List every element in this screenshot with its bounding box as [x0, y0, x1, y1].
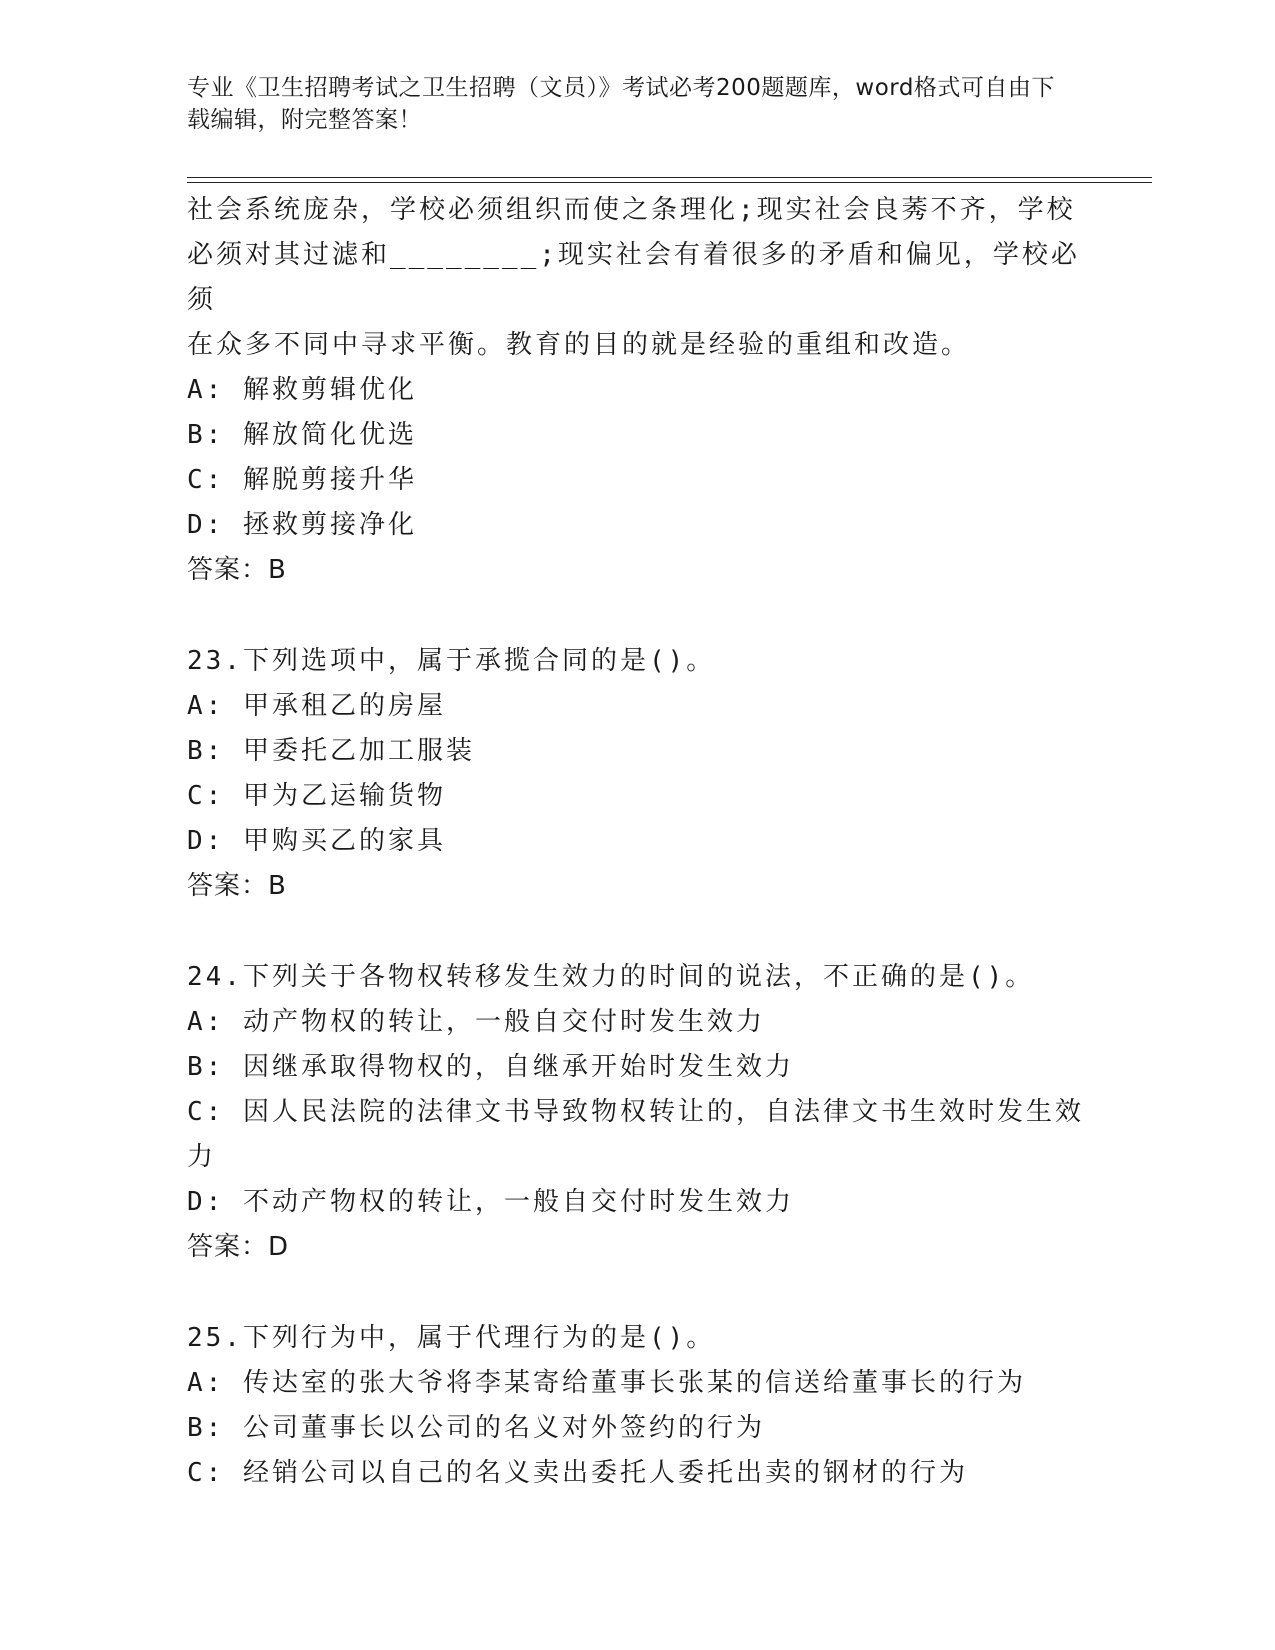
- spacer: [187, 1270, 1087, 1316]
- option-a: A: 解救剪辑优化: [187, 375, 417, 405]
- answer-line: 答案：B: [187, 871, 287, 901]
- answer-line: 答案：B: [187, 555, 287, 585]
- option-d: D: 拯救剪接净化: [187, 510, 417, 540]
- document-body: [187, 188, 1087, 1496]
- header-rule-top: [187, 177, 1152, 178]
- question-stem-line: 在众多不同中寻求平衡。教育的目的就是经验的重组和改造。: [187, 330, 971, 360]
- option-b: B: 公司董事长以公司的名义对外签约的行为: [187, 1413, 765, 1443]
- spacer: [187, 593, 1087, 639]
- option-c: C: 解脱剪接升华: [187, 465, 417, 495]
- answer-line: 答案：D: [187, 1232, 290, 1262]
- question-23: [187, 639, 1087, 909]
- option-b: B: 因继承取得物权的，自继承开始时发生效力: [187, 1052, 794, 1082]
- question-stem: 25.下列行为中，属于代理行为的是()。: [187, 1323, 716, 1353]
- option-d: D: 甲购买乙的家具: [187, 826, 446, 856]
- option-a: A: 动产物权的转让，一般自交付时发生效力: [187, 1007, 765, 1037]
- option-a: A: 甲承租乙的房屋: [187, 691, 446, 721]
- document-header: [187, 72, 1067, 136]
- question-24: [187, 955, 1087, 1270]
- question-25: [187, 1316, 1087, 1496]
- question-stem-line: 社会系统庞杂，学校必须组织而使之条理化;现实社会良莠不齐，学校: [187, 195, 1076, 225]
- question-stem: 23.下列选项中，属于承揽合同的是()。: [187, 646, 716, 676]
- header-title: 专业《卫生招聘考试之卫生招聘（文员）》考试必考200题题库，word格式可自由下载编辑，附完整答案！: [187, 75, 1055, 133]
- header-rule-bottom: [187, 182, 1152, 183]
- option-d: D: 不动产物权的转让，一般自交付时发生效力: [187, 1187, 794, 1217]
- option-a: A: 传达室的张大爷将李某寄给董事长张某的信送给董事长的行为: [187, 1368, 1026, 1398]
- option-b: B: 甲委托乙加工服装: [187, 736, 475, 766]
- question-stem: 24.下列关于各物权转移发生效力的时间的说法，不正确的是()。: [187, 962, 1035, 992]
- option-c: C: 经销公司以自己的名义卖出委托人委托出卖的钢材的行为: [187, 1458, 968, 1488]
- option-c: C: 甲为乙运输货物: [187, 781, 446, 811]
- option-b: B: 解放简化优选: [187, 420, 417, 450]
- question-22: [187, 188, 1087, 593]
- spacer: [187, 909, 1087, 955]
- option-c: C: 因人民法院的法律文书导致物权转让的，自法律文书生效时发生效力: [187, 1097, 1084, 1172]
- question-stem-line: 必须对其过滤和________;现实社会有着很多的矛盾和偏见，学校必须: [187, 240, 1080, 315]
